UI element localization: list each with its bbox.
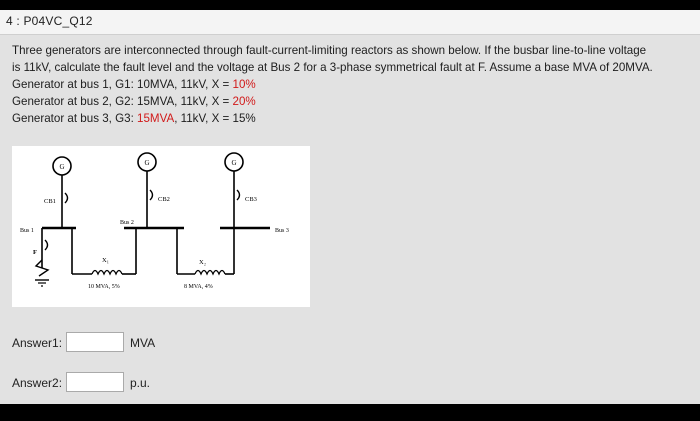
gen3-highlight: 15MVA <box>137 112 175 125</box>
question-title: 4 : P04VC_Q12 <box>6 14 93 28</box>
reactor-2-rating: 8 MVA, 4% <box>184 284 213 290</box>
question-header <box>0 10 700 35</box>
gen2-prefix: Generator at bus 2, G2: 15MVA, 11kV, X = <box>12 95 233 108</box>
gen2-highlight: 20% <box>232 95 256 108</box>
x1-label: X₁ <box>102 257 109 264</box>
cb3-label: CB3 <box>245 196 257 203</box>
generator-3-spec <box>12 110 696 127</box>
answer-2-label: Answer2: <box>12 376 63 390</box>
generator-2-spec <box>12 93 696 110</box>
cb2-label: CB2 <box>158 196 170 203</box>
bus-1-label: Bus 1 <box>20 228 34 234</box>
gen3-prefix: Generator at bus 3, G3: <box>12 112 138 125</box>
answer-1-input[interactable] <box>66 332 124 352</box>
problem-text <box>12 42 696 127</box>
generator-2 <box>138 153 156 171</box>
gen1-highlight: 10% <box>232 78 256 91</box>
answer-1-unit: MVA <box>130 336 156 350</box>
top-bar <box>0 0 700 10</box>
gen1-prefix: Generator at bus 1, G1: 10MVA, 11kV, X = <box>12 78 233 91</box>
generator-3 <box>225 153 243 171</box>
answer-1-label: Answer1: <box>12 336 63 350</box>
question-card <box>0 10 700 404</box>
generator-3-label: G <box>231 159 237 167</box>
circuit-diagram <box>12 146 310 307</box>
answer-2-unit: p.u. <box>130 376 151 390</box>
answer-2-input[interactable] <box>66 372 124 392</box>
x2-label: X₂ <box>199 259 206 266</box>
bus-2-label: Bus 2 <box>120 220 134 226</box>
generator-1-label: G <box>59 163 65 171</box>
fault-label: F <box>33 249 37 256</box>
reactor-2 <box>195 271 225 275</box>
reactor-1 <box>92 271 122 275</box>
generator-2-label: G <box>144 159 150 167</box>
bottom-bar <box>0 404 700 421</box>
problem-line-2: is 11kV, calculate the fault level and the voltage at Bus 2 for a 3-phase symmetrical fault at F. Assume a base MVA of 20MVA. <box>12 61 653 74</box>
cb1-label: CB1 <box>44 198 56 205</box>
generator-1 <box>53 157 71 175</box>
gen3-suffix: , 11kV, X = 15% <box>174 112 256 125</box>
problem-line-1: Three generators are interconnected through fault-current-limiting reactors as shown below. If the busbar line-to-line voltage <box>12 44 647 57</box>
reactor-1-rating: 10 MVA, 5% <box>88 284 120 290</box>
generator-1-spec <box>12 76 696 93</box>
bus-3-label: Bus 3 <box>275 228 289 234</box>
circuit-svg <box>12 146 310 307</box>
question-content <box>0 35 700 404</box>
